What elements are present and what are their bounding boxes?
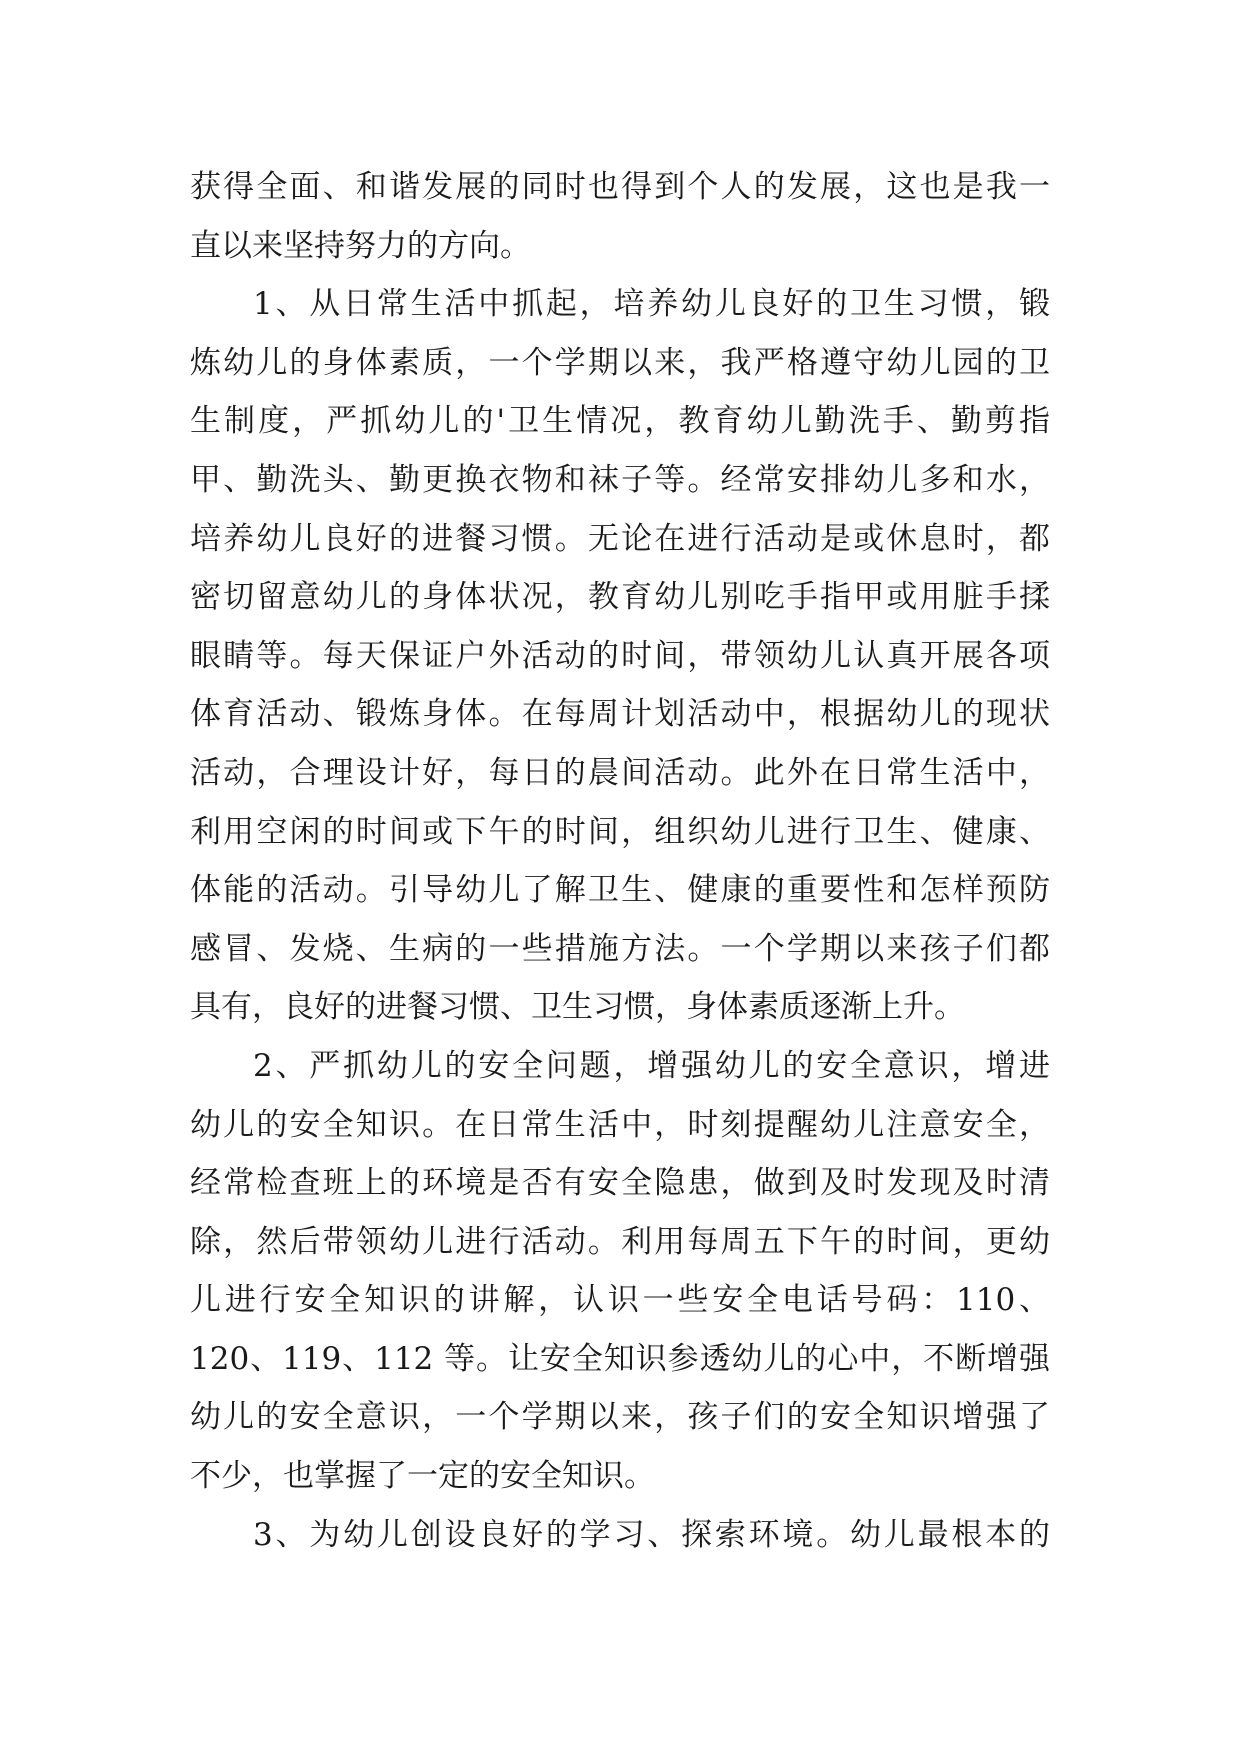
text-line: 120、119、112 等。让安全知识参透幼儿的心中，不断增强 bbox=[190, 1340, 1050, 1377]
text-line: 眼睛等。每天保证户外活动的时间，带领幼儿认真开展各项 bbox=[190, 637, 1050, 674]
text-line: 除，然后带领幼儿进行活动。利用每周五下午的时间，更幼 bbox=[190, 1223, 1050, 1260]
text-line: 利用空闲的时间或下午的时间，组织幼儿进行卫生、健康、 bbox=[190, 813, 1050, 850]
body-text bbox=[190, 158, 1050, 1564]
text-line: 直以来坚持努力的方向。 bbox=[190, 227, 531, 264]
text-line: 炼幼儿的身体素质，一个学期以来，我严格遵守幼儿园的卫 bbox=[190, 344, 1050, 381]
text-line: 密切留意幼儿的身体状况，教育幼儿别吃手指甲或用脏手揉 bbox=[190, 579, 1050, 616]
text-line: 幼儿的安全意识，一个学期以来，孩子们的安全知识增强了 bbox=[190, 1399, 1050, 1436]
text-line: 活动，合理设计好，每日的晨间活动。此外在日常生活中， bbox=[190, 754, 1050, 791]
text-line: 甲、勤洗头、勤更换衣物和袜子等。经常安排幼儿多和水， bbox=[190, 461, 1050, 498]
text-line: 感冒、发烧、生病的一些措施方法。一个学期以来孩子们都 bbox=[190, 930, 1050, 967]
text-line: 体育活动、锻炼身体。在每周计划活动中，根据幼儿的现状 bbox=[190, 696, 1050, 733]
text-line: 1、从日常生活中抓起，培养幼儿良好的卫生习惯，锻 bbox=[253, 286, 1050, 323]
text-line: 具有，良好的进餐习惯、卫生习惯，身体素质逐渐上升。 bbox=[190, 989, 965, 1026]
text-line: 获得全面、和谐发展的同时也得到个人的发展，这也是我一 bbox=[190, 169, 1050, 205]
text-line: 幼儿的安全知识。在日常生活中，时刻提醒幼儿注意安全， bbox=[190, 1106, 1050, 1143]
text-line: 不少，也掌握了一定的安全知识。 bbox=[190, 1458, 655, 1495]
text-line: 2、严抓幼儿的安全问题，增强幼儿的安全意识，增进 bbox=[253, 1047, 1050, 1084]
text-line: 3、为幼儿创设良好的学习、探索环境。幼儿最根本的 bbox=[253, 1516, 1050, 1553]
text-line: 培养幼儿良好的进餐习惯。无论在进行活动是或休息时，都 bbox=[190, 520, 1050, 557]
text-line: 体能的活动。引导幼儿了解卫生、健康的重要性和怎样预防 bbox=[190, 872, 1050, 909]
text-line: 儿进行安全知识的讲解，认识一些安全电话号码：110、 bbox=[190, 1282, 1050, 1319]
text-line: 生制度，严抓幼儿的'卫生情况，教育幼儿勤洗手、勤剪指 bbox=[190, 403, 1050, 440]
text-line: 经常检查班上的环境是否有安全隐患，做到及时发现及时清 bbox=[190, 1165, 1050, 1202]
